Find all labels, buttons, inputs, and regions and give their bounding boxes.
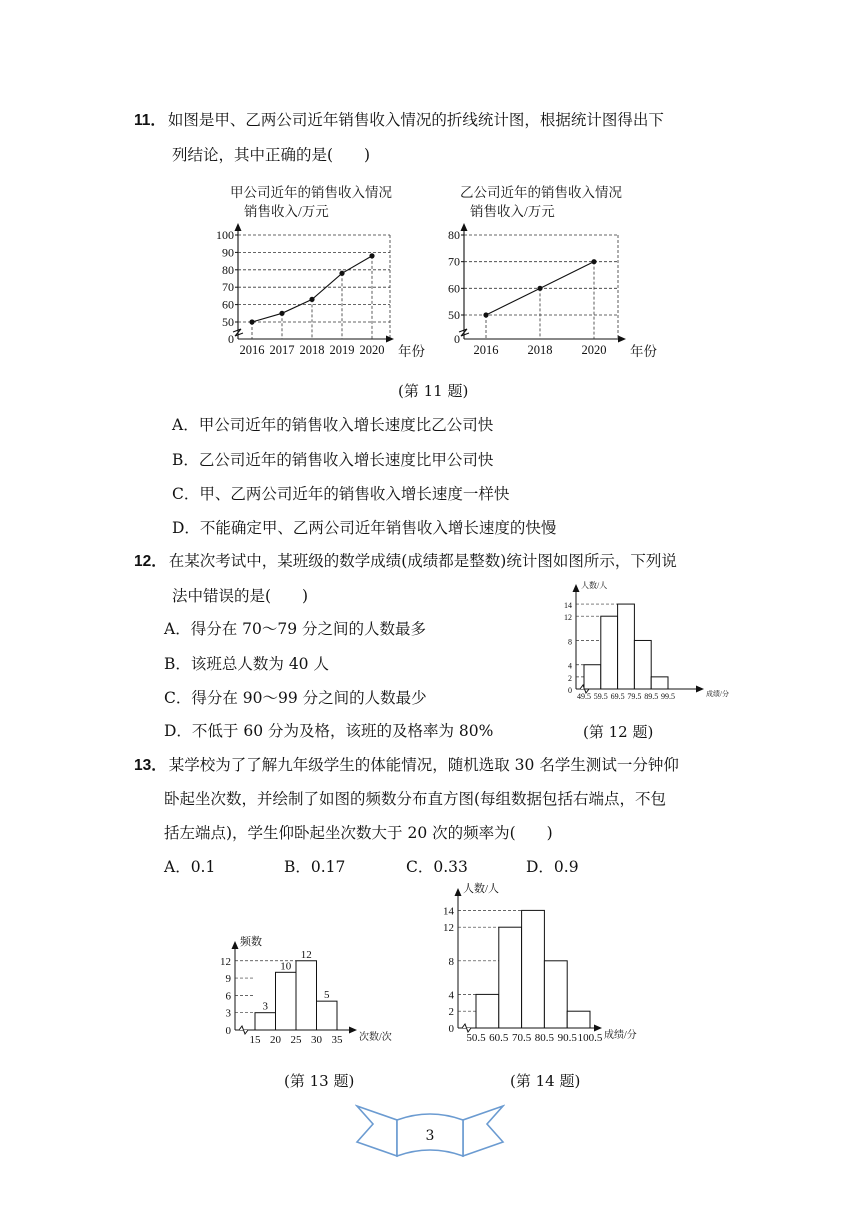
q11-option-b: B．乙公司近年的销售收入增长速度比甲公司快 bbox=[172, 451, 494, 469]
q13-number: 13． bbox=[134, 757, 167, 774]
y-tick-label: 14 bbox=[564, 601, 572, 611]
y-tick-label: 60 bbox=[222, 297, 234, 312]
y-axis-arrow bbox=[573, 584, 580, 592]
x-axis-arrow bbox=[618, 336, 626, 343]
x-tick-label: 79.5 bbox=[627, 692, 642, 701]
q12-option-c: C．得分在 90～99 分之间的人数最少 bbox=[164, 689, 427, 707]
y-axis-label: 频数 bbox=[240, 936, 262, 948]
y-axis-arrow bbox=[232, 941, 239, 949]
data-point bbox=[339, 271, 344, 276]
y-tick-label: 9 bbox=[225, 973, 231, 986]
y-tick-label: 0 bbox=[454, 332, 460, 346]
histogram-bar bbox=[522, 910, 545, 1028]
q12-option-a: A．得分在 70～79 分之间的人数最多 bbox=[164, 620, 426, 638]
q14-caption: (第 14 题) bbox=[510, 1072, 581, 1090]
q13-text-1: 某学校为了了解九年级学生的体能情况，随机选取 30 名学生测试一分钟仰 bbox=[168, 756, 679, 774]
y-tick-label: 80 bbox=[448, 228, 460, 242]
x-tick-label: 69.5 bbox=[610, 692, 625, 701]
data-point bbox=[249, 319, 254, 324]
x-tick-label: 25 bbox=[290, 1034, 302, 1046]
histogram-bar bbox=[255, 1013, 276, 1030]
y-tick-label: 4 bbox=[448, 989, 454, 1002]
y-axis-label: 人数/人 bbox=[463, 883, 500, 895]
q12-option-d: D．不低于 60 分为及格，该班的及格率为 80% bbox=[164, 722, 494, 740]
x-tick-label: 70.5 bbox=[511, 1032, 532, 1044]
q11-text-1: 如图是甲、乙两公司近年销售收入情况的折线统计图，根据统计图得出下 bbox=[167, 111, 664, 129]
chart-q14-histogram bbox=[432, 882, 667, 1057]
x-tick-label: 2017 bbox=[269, 343, 295, 357]
x-tick-label: 20 bbox=[270, 1034, 281, 1046]
x-tick-label: 15 bbox=[249, 1034, 261, 1046]
x-tick-label: 89.5 bbox=[644, 692, 659, 701]
x-tick-label: 35 bbox=[331, 1034, 343, 1046]
chart-jia-sales bbox=[200, 180, 430, 375]
y-axis-arrow bbox=[461, 223, 468, 231]
y-tick-label: 100 bbox=[216, 228, 234, 242]
histogram-bar bbox=[601, 616, 618, 689]
q12-caption: (第 12 题) bbox=[583, 723, 654, 741]
x-tick-label: 2018 bbox=[527, 343, 553, 357]
data-label: 12 bbox=[300, 948, 312, 961]
axis-break-mark bbox=[459, 329, 469, 336]
x-tick-label: 59.5 bbox=[593, 692, 608, 701]
histogram-bar bbox=[499, 927, 522, 1028]
y-tick-label: 90 bbox=[222, 245, 234, 260]
q12-text-1: 在某次考试中，某班级的数学成绩(成绩都是整数)统计图如图所示，下列说 bbox=[168, 552, 677, 570]
y-tick-label: 6 bbox=[225, 990, 231, 1003]
x-axis-arrow bbox=[349, 1027, 357, 1034]
page-number: 3 bbox=[425, 1128, 435, 1144]
q12-option-b: B．该班总人数为 40 人 bbox=[164, 655, 329, 673]
data-label: 3 bbox=[262, 1000, 268, 1013]
x-axis-label: 年份 bbox=[398, 344, 425, 359]
q13-text-3: 括左端点)，学生仰卧起坐次数大于 20 次的频率为( ) bbox=[164, 824, 553, 842]
x-tick-label: 100.5 bbox=[577, 1032, 603, 1044]
x-tick-label: 60.5 bbox=[489, 1032, 509, 1044]
chart-q12-histogram bbox=[540, 578, 729, 708]
q13-line-1 bbox=[134, 754, 679, 777]
x-tick-label: 2016 bbox=[473, 343, 499, 357]
x-tick-label: 50.5 bbox=[466, 1032, 486, 1044]
data-point bbox=[537, 286, 542, 291]
q11-text-2: 列结论，其中正确的是( ) bbox=[172, 146, 371, 164]
y-tick-label: 80 bbox=[222, 262, 234, 277]
q11-caption: (第 11 题) bbox=[398, 382, 469, 400]
q11-option-a: A．甲公司近年的销售收入增长速度比乙公司快 bbox=[172, 416, 494, 434]
y-tick-label: 70 bbox=[448, 254, 460, 269]
y-tick-label: 0 bbox=[228, 332, 234, 346]
y-tick-label: 60 bbox=[448, 281, 460, 296]
y-tick-label: 4 bbox=[568, 661, 572, 671]
q13-option-b: B．0.17 bbox=[284, 858, 346, 876]
q12-number: 12． bbox=[134, 553, 167, 570]
histogram-bar bbox=[651, 677, 668, 689]
y-tick-label: 8 bbox=[568, 637, 572, 647]
chart-title: 乙公司近年的销售收入情况 bbox=[460, 185, 622, 200]
x-tick-label: 30 bbox=[311, 1034, 322, 1046]
x-axis-label: 年份 bbox=[630, 344, 657, 359]
y-tick-label: 0 bbox=[225, 1025, 231, 1037]
q11-number: 11． bbox=[134, 112, 166, 129]
q13-option-d: D．0.9 bbox=[526, 858, 579, 876]
y-tick-label: 2 bbox=[568, 673, 572, 683]
x-axis-arrow bbox=[594, 1025, 602, 1032]
x-tick-label: 2018 bbox=[299, 343, 325, 357]
y-tick-label: 3 bbox=[225, 1007, 231, 1020]
y-axis-arrow bbox=[235, 223, 242, 231]
data-label: 5 bbox=[324, 989, 330, 1002]
y-tick-label: 70 bbox=[222, 280, 234, 295]
q11-option-c: C．甲、乙两公司近年的销售收入增长速度一样快 bbox=[172, 485, 510, 503]
histogram-bar bbox=[276, 972, 297, 1030]
x-tick-label: 2019 bbox=[329, 343, 355, 357]
q13-caption: (第 13 题) bbox=[284, 1072, 355, 1090]
x-axis-label: 成绩/分 bbox=[706, 690, 729, 698]
histogram-bar bbox=[544, 961, 567, 1028]
chart-q13-histogram bbox=[215, 935, 400, 1055]
y-axis-label: 人数/人 bbox=[581, 581, 608, 590]
x-tick-label: 2020 bbox=[359, 343, 385, 357]
x-tick-label: 2016 bbox=[239, 343, 265, 357]
q13-text-2: 卧起坐次数，并绘制了如图的频数分布直方图(每组数据包括右端点，不包 bbox=[164, 790, 667, 808]
axis-break-mark bbox=[239, 1026, 248, 1034]
x-tick-label: 49.5 bbox=[577, 692, 591, 701]
y-axis-label: 销售收入/万元 bbox=[244, 204, 329, 219]
histogram-bar bbox=[618, 604, 635, 689]
histogram-bar bbox=[296, 961, 317, 1030]
chart-yi-sales bbox=[430, 180, 670, 375]
data-point bbox=[483, 312, 488, 317]
axis-break-mark bbox=[462, 1024, 471, 1032]
x-axis-label: 次数/次 bbox=[359, 1032, 392, 1043]
q13-option-c: C．0.33 bbox=[406, 858, 468, 876]
y-tick-label: 0 bbox=[448, 1023, 454, 1035]
chart-title: 甲公司近年的销售收入情况 bbox=[230, 185, 392, 200]
x-tick-label: 90.5 bbox=[557, 1032, 577, 1044]
y-tick-label: 14 bbox=[443, 905, 454, 918]
x-tick-label: 80.5 bbox=[534, 1032, 555, 1044]
histogram-bar bbox=[584, 665, 601, 689]
y-tick-label: 50 bbox=[448, 308, 460, 322]
y-tick-label: 12 bbox=[443, 922, 454, 935]
data-point bbox=[369, 253, 374, 258]
q12-line-1 bbox=[134, 550, 677, 573]
data-point bbox=[591, 259, 596, 264]
histogram-bar bbox=[476, 994, 499, 1028]
y-tick-label: 8 bbox=[448, 955, 454, 968]
y-axis-arrow bbox=[455, 888, 462, 896]
y-axis-label: 销售收入/万元 bbox=[470, 204, 555, 219]
data-point bbox=[279, 311, 284, 316]
x-tick-label: 2020 bbox=[581, 343, 607, 357]
axis-break-mark bbox=[233, 329, 243, 336]
histogram-bar bbox=[634, 640, 651, 689]
x-tick-label: 99.5 bbox=[661, 692, 675, 701]
y-tick-label: 0 bbox=[568, 686, 572, 695]
q13-option-a: A．0.1 bbox=[164, 858, 216, 876]
q12-text-2: 法中错误的是( ) bbox=[172, 587, 309, 605]
y-tick-label: 50 bbox=[222, 315, 234, 329]
data-point bbox=[309, 297, 314, 302]
data-label: 10 bbox=[280, 960, 292, 973]
y-tick-label: 12 bbox=[220, 955, 231, 968]
histogram-bar bbox=[567, 1011, 590, 1028]
x-axis-label: 成绩/分 bbox=[604, 1030, 637, 1041]
q11-line-1 bbox=[134, 109, 664, 132]
y-tick-label: 2 bbox=[448, 1006, 454, 1019]
q11-option-d: D．不能确定甲、乙两公司近年销售收入增长速度的快慢 bbox=[172, 519, 557, 537]
histogram-bar bbox=[317, 1001, 338, 1030]
x-axis-arrow bbox=[696, 686, 704, 693]
y-tick-label: 12 bbox=[564, 613, 572, 623]
